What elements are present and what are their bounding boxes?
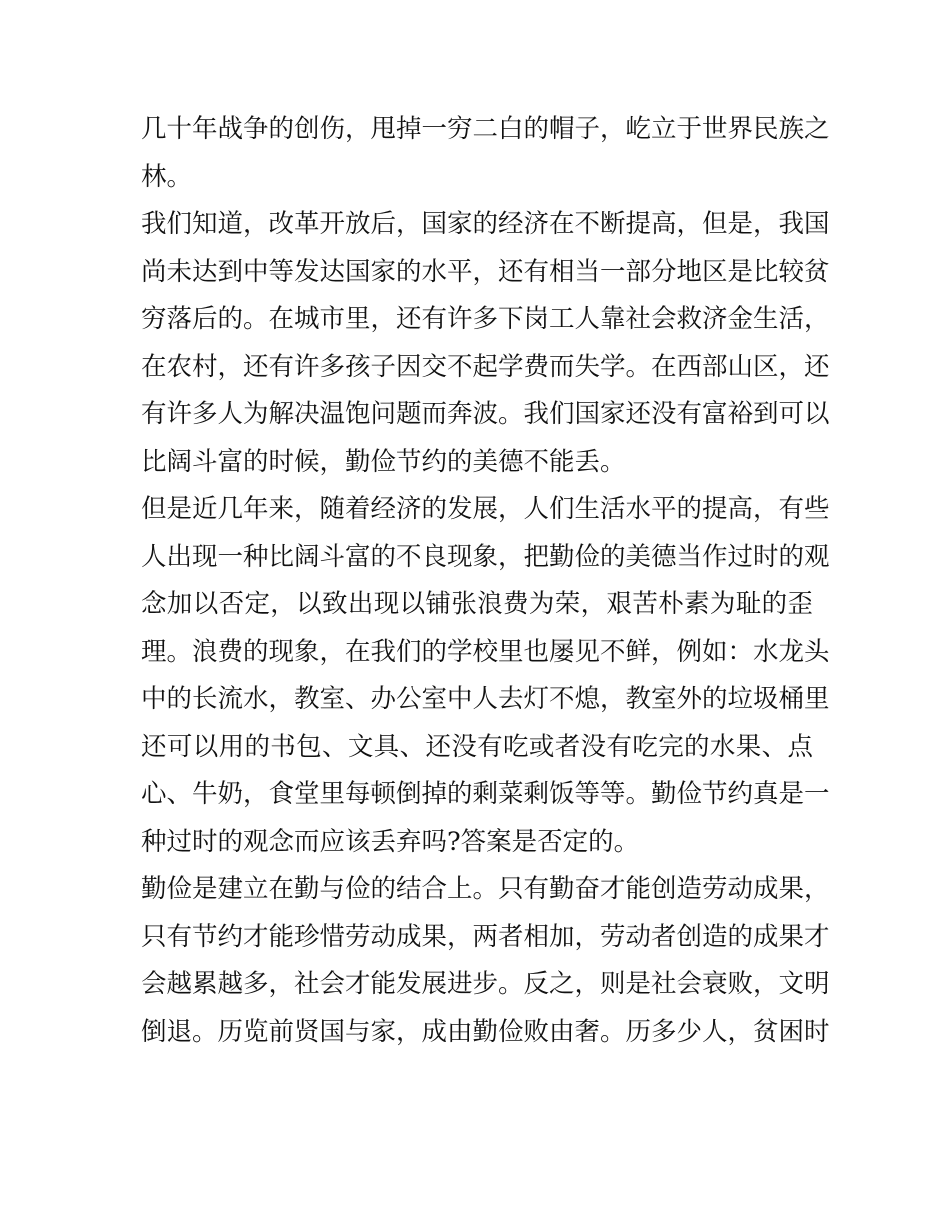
text-line: 人出现一种比阔斗富的不良现象，把勤俭的美德当作过时的观 — [141, 541, 830, 572]
text-line: 比阔斗富的时候，勤俭节约的美德不能丢。 — [141, 446, 626, 477]
text-line: 念加以否定，以致出现以铺张浪费为荣，艰苦朴素为耻的歪 — [141, 589, 813, 619]
text-line: 倒退。历览前贤国与家，成由勤俭败由奢。历多少人，贫困时 — [141, 1016, 830, 1047]
document-body-text — [141, 106, 830, 1056]
text-line: 还可以用的书包、文具、还没有吃或者没有吃完的水果、点 — [141, 731, 813, 762]
text-line: 会越累越多，社会才能发展进步。反之，则是社会衰败，文明 — [141, 969, 830, 999]
text-line: 几十年战争的创伤，甩掉一穷二白的帽子，屹立于世界民族之 — [141, 114, 830, 144]
text-line: 勤俭是建立在勤与俭的结合上。只有勤奋才能创造劳动成果， — [141, 874, 830, 904]
text-line: 只有节约才能珍惜劳动成果，两者相加，劳动者创造的成果才 — [141, 921, 830, 952]
text-line: 穷落后的。在城市里，还有许多下岗工人靠社会救济金生活， — [141, 304, 830, 334]
text-line: 心、牛奶，食堂里每顿倒掉的剩菜剩饭等等。勤俭节约真是一 — [141, 779, 830, 809]
text-line: 有许多人为解决温饱问题而奔波。我们国家还没有富裕到可以 — [141, 399, 830, 429]
text-line: 在农村，还有许多孩子因交不起学费而失学。在西部山区，还 — [141, 351, 830, 382]
text-line: 我们知道，改革开放后，国家的经济在不断提高，但是，我国 — [141, 209, 830, 239]
text-line: 但是近几年来，随着经济的发展，人们生活水平的提高，有些 — [141, 494, 830, 524]
text-line: 尚未达到中等发达国家的水平，还有相当一部分地区是比较贫 — [141, 256, 830, 287]
text-line: 种过时的观念而应该丢弃吗?答案是否定的。 — [141, 826, 640, 857]
text-line: 中的长流水，教室、办公室中人去灯不熄，教室外的垃圾桶里 — [141, 684, 830, 714]
text-line: 林。 — [141, 161, 193, 192]
text-line: 理。浪费的现象，在我们的学校里也屡见不鲜，例如：水龙头 — [141, 636, 830, 667]
